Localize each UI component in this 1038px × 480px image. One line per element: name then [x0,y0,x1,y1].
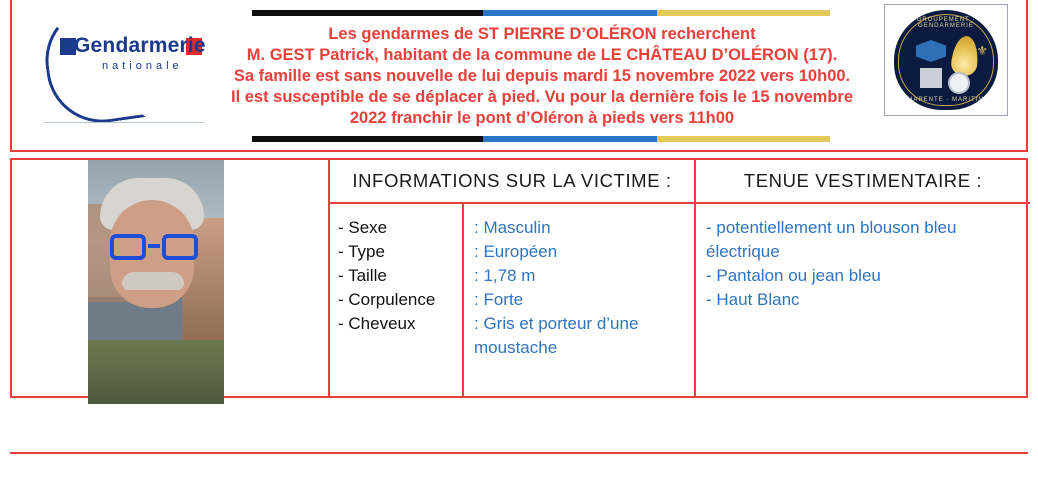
victim-value-sexe: : Masculin [474,218,551,237]
poster-header [10,0,1028,152]
clothing-item-1: - potentiellement un blouson bleu électrique [706,218,957,261]
clothing-items [696,204,1030,396]
victim-info-title: INFORMATIONS SUR LA VICTIME : [330,160,694,204]
details-table [10,158,1028,398]
victim-info-values [464,204,694,396]
eyeglasses-icon [108,234,200,260]
victim-label-taille: - Taille [338,266,387,285]
circle-icon [948,72,970,94]
headline-line-4: Il est susceptible de se déplacer à pied. Vu pour la dernière fois le 15 novembre [230,88,854,106]
photo-cell [12,160,330,396]
victim-value-taille: : 1,78 m [474,266,536,285]
tricolor-rule-top [252,10,830,16]
victim-label-type: - Type [338,242,385,261]
logo-subtitle: nationale [102,60,183,72]
victim-label-cheveux: - Cheveux [338,314,416,333]
emblem-bottom-text: CHARENTE · MARITIME [902,97,990,103]
emblem-top-text: GROUPEMENT · GENDARMERIE [916,17,976,29]
headline-line-3: Sa famille est sans nouvelle de lui depuis mardi 15 novembre 2022 vers 10h00. [233,67,851,85]
clothing-item-3: - Haut Blanc [706,290,800,309]
victim-value-type: : Européen [474,242,558,261]
victim-value-cheveux: : Gris et porteur d’une moustache [474,314,639,357]
victim-label-corpulence: - Corpulence [338,290,436,309]
victim-value-corpulence: : Forte [474,290,524,309]
clothing-title: TENUE VESTIMENTAIRE : [696,160,1030,204]
clothing-item-2: - Pantalon ou jean bleu [706,266,881,285]
clothing-column [696,160,1030,396]
tower-icon [920,68,942,88]
headline-line-1: Les gendarmes de ST PIERRE D’OLÉRON recherchent [328,25,756,43]
headline-line-2: M. GEST Patrick, habitant de la commune de LE CHÂTEAU D’OLÉRON (17). [246,46,838,64]
headline-line-5: 2022 franchir le pont d’Oléron à pieds vers 11h00 [349,109,735,127]
headline-text [162,24,922,129]
unit-emblem [884,4,1008,116]
victim-info-labels [330,204,464,396]
tricolor-rule-bottom [252,136,830,142]
logo-wordmark: Gendarmerie [74,34,206,57]
victim-label-sexe: - Sexe [338,218,388,237]
victim-photo [88,160,224,404]
victim-info-column [330,160,696,396]
fleur-de-lis-icon: ⚜ [976,43,988,58]
bottom-divider [10,452,1028,454]
